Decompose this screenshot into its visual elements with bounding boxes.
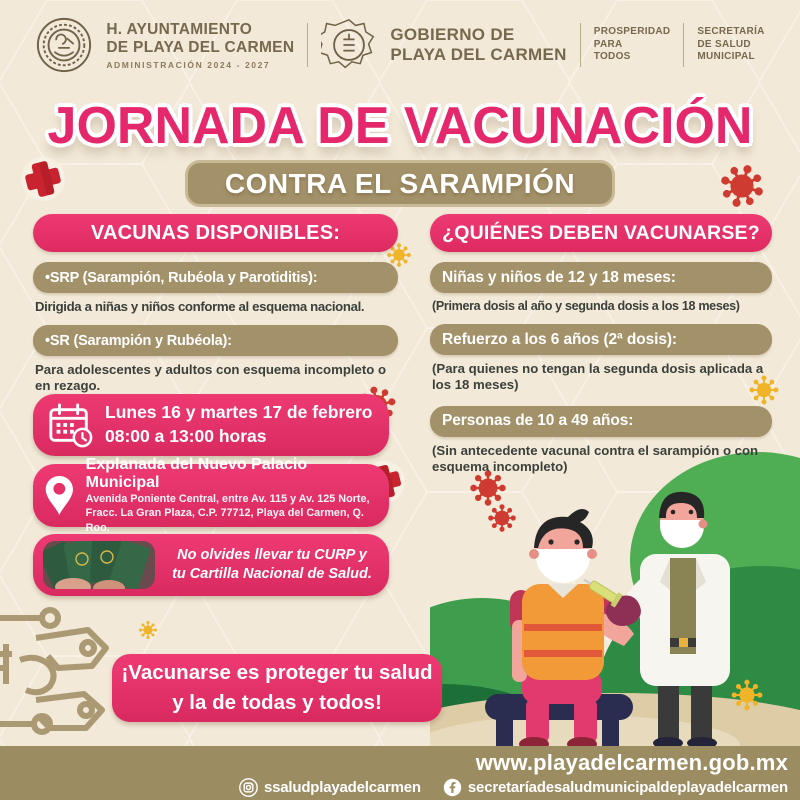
red-cross-icon: [20, 156, 66, 202]
prosperidad-slogan: PROSPERIDAD PARA TODOS: [593, 26, 671, 63]
vaccine-item-label: •SR (Sarampión y Rubéola):: [33, 325, 398, 356]
who-heading: ¿QUIÉNES DEBEN VACUNARSE?: [430, 214, 772, 252]
calendar-clock-icon: [47, 402, 93, 448]
header-divider: [307, 23, 308, 67]
vaccines-heading: VACUNAS DISPONIBLES:: [33, 214, 398, 252]
location-box: [33, 456, 389, 534]
who-item-description: (Para quienes no tengan la segunda dosis aplicada a los 18 meses): [432, 361, 764, 393]
footer-bar: [0, 746, 800, 800]
vaccination-illustration: [430, 442, 800, 746]
org2-line2: PLAYA DEL CARMEN: [390, 45, 567, 64]
vaccine-item-description: Dirigida a niñas y niños conforme al esquema nacional.: [35, 299, 365, 314]
schedule-box: [33, 394, 389, 456]
municipal-seal-icon: [35, 16, 93, 74]
vaccine-item-label: •SRP (Sarampión, Rubéola y Parotiditis):: [33, 262, 398, 293]
org2-line1: GOBIERNO DE: [390, 25, 515, 44]
facebook-handle: secretaríadesaludmunicipaldeplayadelcarmen: [467, 778, 788, 796]
header-divider: [580, 23, 581, 67]
health-cards-photo: [43, 541, 155, 589]
instagram-handle: ssaludplayadelcarmen: [263, 778, 421, 796]
location-pin-icon: [43, 473, 76, 519]
website-url: www.playadelcarmen.gob.mx: [475, 749, 788, 775]
vaccines-section: [33, 214, 398, 394]
page-title: JORNADA DE VACUNACIÓN: [47, 97, 753, 155]
mayan-pattern-art: [0, 596, 118, 746]
who-item-label: Refuerzo a los 6 años (2ª dosis):: [430, 324, 772, 355]
gobierno-name: [390, 25, 566, 65]
secretaria-salud-name: SECRETARÍA DE SALUD MUNICIPAL: [697, 26, 765, 63]
facebook-icon: [443, 778, 462, 797]
who-item-label: Niñas y niños de 12 y 18 meses:: [430, 262, 772, 293]
who-section: [430, 214, 772, 475]
sun-virus-icon: [138, 620, 158, 640]
who-item-description: (Primera dosis al año y segunda dosis a los 18 meses): [432, 299, 740, 313]
slogan-box: ¡Vacunarse es proteger tu salud y la de todas y todos!: [112, 654, 442, 722]
org1-line3: ADMINISTRACIÓN 2024 - 2027: [106, 59, 271, 70]
subtitle-badge: CONTRA EL SARAMPIÓN: [185, 160, 615, 207]
ayuntamiento-name: [106, 21, 294, 70]
who-item-label: Personas de 10 a 49 años:: [430, 406, 772, 437]
schedule-text: Lunes 16 y martes 17 de febrero 08:00 a 13:00 horas: [105, 402, 373, 446]
instagram-icon: [239, 778, 258, 797]
org1-line1: H. AYUNTAMIENTO: [106, 20, 253, 38]
reminder-box: [33, 534, 389, 596]
location-text: Explanada del Nuevo Palacio Municipal Avenida Poniente Central, entre Av. 115 y Av. 125 Norte, Fracc. La Gran Plaza, C.P. 77712, Playa del Carmen, Q. Roo.: [85, 456, 370, 534]
header-bar: [0, 12, 800, 78]
header-divider: [683, 23, 684, 67]
org1-line2: DE PLAYA DEL CARMEN: [106, 38, 295, 56]
who-item-description: (Sin antecedente vacunal contra el sarampión o con esquema incompleto): [432, 442, 759, 474]
vaccine-item-description: Para adolescentes y adultos con esquema incompleto o en rezago.: [35, 362, 387, 394]
reminder-text: No olvides llevar tu CURP y tu Cartilla Nacional de Salud.: [172, 547, 372, 582]
government-seal-icon: [321, 16, 377, 74]
